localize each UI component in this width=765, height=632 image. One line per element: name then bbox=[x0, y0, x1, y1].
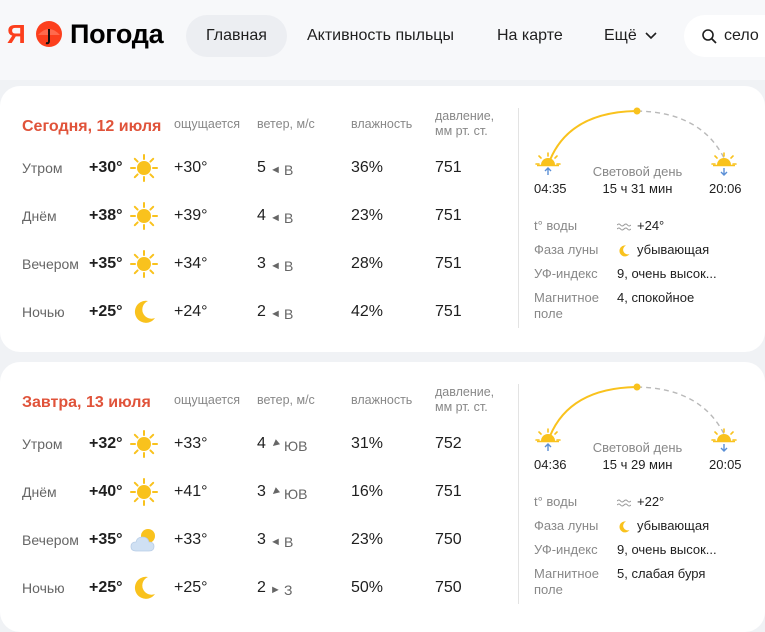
day-title: Сегодня, 12 июля bbox=[22, 118, 162, 135]
col-wind-header: ветер, м/с bbox=[257, 393, 315, 407]
row-pressure: 751 bbox=[435, 303, 462, 320]
forecast-card-tomorrow bbox=[0, 362, 765, 632]
row-temp: +40° bbox=[89, 483, 123, 500]
wind-arrow-icon: ◄ bbox=[270, 164, 281, 176]
magnetic-field-value: 5, слабая буря bbox=[617, 566, 706, 581]
row-temp: +25° bbox=[89, 303, 123, 320]
column-divider bbox=[518, 108, 519, 328]
moon-phase-value: убывающая bbox=[617, 518, 709, 534]
row-humidity: 16% bbox=[351, 483, 384, 500]
row-wind-dir: В bbox=[284, 534, 294, 550]
row-feels: +33° bbox=[174, 531, 208, 548]
sun-icon bbox=[130, 430, 158, 458]
row-feels: +25° bbox=[174, 579, 208, 596]
row-humidity: 28% bbox=[351, 255, 384, 272]
row-temp: +35° bbox=[89, 255, 123, 272]
row-humidity: 50% bbox=[351, 579, 384, 596]
row-humidity: 36% bbox=[351, 159, 384, 176]
row-wind-dir: В bbox=[284, 210, 294, 226]
wind-arrow-icon: ◄ bbox=[270, 308, 281, 320]
magnetic-field-label bbox=[534, 566, 599, 598]
col-humidity-header: влажность bbox=[351, 117, 413, 131]
yandex-weather-logo[interactable] bbox=[4, 16, 163, 52]
uv-index-value: 9, очень высок... bbox=[617, 542, 717, 557]
sunset-icon bbox=[711, 427, 737, 453]
col-pressure-header bbox=[435, 385, 494, 415]
water-temp-label: t° воды bbox=[534, 494, 578, 509]
row-feels: +34° bbox=[174, 255, 208, 272]
moon-phase-label: Фаза луны bbox=[534, 242, 599, 257]
col-pressure-header-line2: мм рт. ст. bbox=[435, 124, 488, 138]
col-pressure-header-line2: мм рт. ст. bbox=[435, 400, 488, 414]
row-label: Вечером bbox=[22, 532, 79, 548]
wind-arrow-icon: ◄ bbox=[267, 483, 284, 501]
magnetic-field-label-line1: Магнитное bbox=[534, 566, 599, 581]
day-title: Завтра, 13 июля bbox=[22, 394, 151, 411]
row-wind-dir: ЮВ bbox=[284, 486, 308, 502]
row-temp: +32° bbox=[89, 435, 123, 452]
sunrise-time: 04:35 bbox=[534, 181, 567, 196]
umbrella-icon bbox=[34, 19, 64, 49]
row-pressure: 751 bbox=[435, 483, 462, 500]
daylight-block bbox=[580, 163, 695, 197]
top-bar bbox=[0, 0, 765, 80]
row-humidity: 42% bbox=[351, 303, 384, 320]
sun-icon bbox=[130, 250, 158, 278]
sunrise-icon bbox=[535, 151, 561, 177]
wind-arrow-icon: ► bbox=[270, 584, 281, 596]
row-wind: 2 bbox=[257, 579, 266, 596]
waves-icon bbox=[617, 223, 631, 231]
row-label: Ночью bbox=[22, 304, 65, 320]
daylight-block bbox=[580, 439, 695, 473]
row-label: Утром bbox=[22, 436, 63, 452]
col-feels-header: ощущается bbox=[174, 117, 241, 131]
row-humidity: 23% bbox=[351, 207, 384, 224]
daylight-value: 15 ч 29 мин bbox=[602, 457, 673, 472]
row-feels: +33° bbox=[174, 435, 208, 452]
row-label: Вечером bbox=[22, 256, 79, 272]
daylight-label: Световой день bbox=[592, 164, 683, 179]
row-wind-dir: В bbox=[284, 306, 294, 322]
nav-map[interactable]: На карте bbox=[497, 27, 563, 44]
row-pressure: 750 bbox=[435, 579, 462, 596]
wind-arrow-icon: ◄ bbox=[270, 260, 281, 272]
col-humidity-header: влажность bbox=[351, 393, 413, 407]
nav-more[interactable] bbox=[604, 15, 657, 57]
daylight-value: 15 ч 31 мин bbox=[602, 181, 673, 196]
sunrise-time: 04:36 bbox=[534, 457, 567, 472]
row-wind-dir: В bbox=[284, 258, 294, 274]
nav-main[interactable]: Главная bbox=[186, 15, 287, 57]
magnetic-field-label bbox=[534, 290, 599, 322]
moon-icon bbox=[617, 520, 631, 534]
column-divider bbox=[518, 384, 519, 604]
row-pressure: 751 bbox=[435, 207, 462, 224]
row-feels: +41° bbox=[174, 483, 208, 500]
col-pressure-header-line1: давление, bbox=[435, 109, 495, 123]
sun-icon bbox=[130, 478, 158, 506]
row-pressure: 751 bbox=[435, 255, 462, 272]
row-wind: 2 bbox=[257, 303, 266, 320]
row-label: Утром bbox=[22, 160, 63, 176]
row-wind: 5 bbox=[257, 159, 266, 176]
uv-index-label: УФ-индекс bbox=[534, 542, 598, 557]
sun-icon bbox=[130, 154, 158, 182]
row-pressure: 752 bbox=[435, 435, 462, 452]
sun-icon bbox=[130, 202, 158, 230]
row-wind-dir: З bbox=[284, 582, 293, 598]
row-feels: +24° bbox=[174, 303, 208, 320]
nav-more-label: Ещё bbox=[604, 27, 637, 44]
row-wind-dir: В bbox=[284, 162, 294, 178]
sunset-icon bbox=[711, 151, 737, 177]
row-wind: 3 bbox=[257, 483, 266, 500]
magnetic-field-label-line2: поле bbox=[534, 582, 563, 597]
moon-phase-value: убывающая bbox=[617, 242, 709, 258]
moon-icon bbox=[617, 244, 631, 258]
row-pressure: 751 bbox=[435, 159, 462, 176]
waves-icon bbox=[617, 499, 631, 507]
row-pressure: 750 bbox=[435, 531, 462, 548]
nav-pollen[interactable]: Активность пыльцы bbox=[307, 27, 454, 44]
row-feels: +30° bbox=[174, 159, 208, 176]
col-wind-header: ветер, м/с bbox=[257, 117, 315, 131]
row-wind-dir: ЮВ bbox=[284, 438, 308, 454]
row-wind: 3 bbox=[257, 255, 266, 272]
col-pressure-header bbox=[435, 109, 494, 139]
row-feels: +39° bbox=[174, 207, 208, 224]
row-wind: 4 bbox=[257, 207, 266, 224]
row-label: Днём bbox=[22, 484, 57, 500]
magnetic-field-value: 4, спокойное bbox=[617, 290, 695, 305]
chevron-down-icon bbox=[645, 32, 657, 40]
magnetic-field-label-line1: Магнитное bbox=[534, 290, 599, 305]
row-wind: 4 bbox=[257, 435, 266, 452]
water-temp-value: +22° bbox=[617, 494, 664, 509]
row-wind: 3 bbox=[257, 531, 266, 548]
row-temp: +25° bbox=[89, 579, 123, 596]
search-input[interactable] bbox=[684, 15, 765, 57]
uv-index-value: 9, очень высок... bbox=[617, 266, 717, 281]
daylight-label: Световой день bbox=[592, 440, 683, 455]
row-humidity: 23% bbox=[351, 531, 384, 548]
row-humidity: 31% bbox=[351, 435, 384, 452]
yandex-logo-letter: Я bbox=[7, 19, 26, 49]
forecast-card-today bbox=[0, 86, 765, 352]
sunrise-icon bbox=[535, 427, 561, 453]
partly-cloudy-icon bbox=[130, 526, 158, 554]
moon-icon bbox=[130, 574, 158, 602]
search-icon bbox=[702, 29, 717, 44]
row-temp: +30° bbox=[89, 159, 123, 176]
row-temp: +38° bbox=[89, 207, 123, 224]
row-label: Днём bbox=[22, 208, 57, 224]
col-feels-header: ощущается bbox=[174, 393, 241, 407]
water-temp-value: +24° bbox=[617, 218, 664, 233]
moon-icon bbox=[130, 298, 158, 326]
magnetic-field-label-line2: поле bbox=[534, 306, 563, 321]
search-value: село bbox=[724, 27, 759, 44]
sunset-time: 20:05 bbox=[709, 457, 742, 472]
col-pressure-header-line1: давление, bbox=[435, 385, 495, 399]
row-temp: +35° bbox=[89, 531, 123, 548]
wind-arrow-icon: ◄ bbox=[267, 435, 284, 453]
moon-phase-label: Фаза луны bbox=[534, 518, 599, 533]
row-label: Ночью bbox=[22, 580, 65, 596]
uv-index-label: УФ-индекс bbox=[534, 266, 598, 281]
sunset-time: 20:06 bbox=[709, 181, 742, 196]
wind-arrow-icon: ◄ bbox=[270, 212, 281, 224]
app-title: Погода bbox=[70, 19, 164, 49]
wind-arrow-icon: ◄ bbox=[270, 536, 281, 548]
water-temp-label: t° воды bbox=[534, 218, 578, 233]
